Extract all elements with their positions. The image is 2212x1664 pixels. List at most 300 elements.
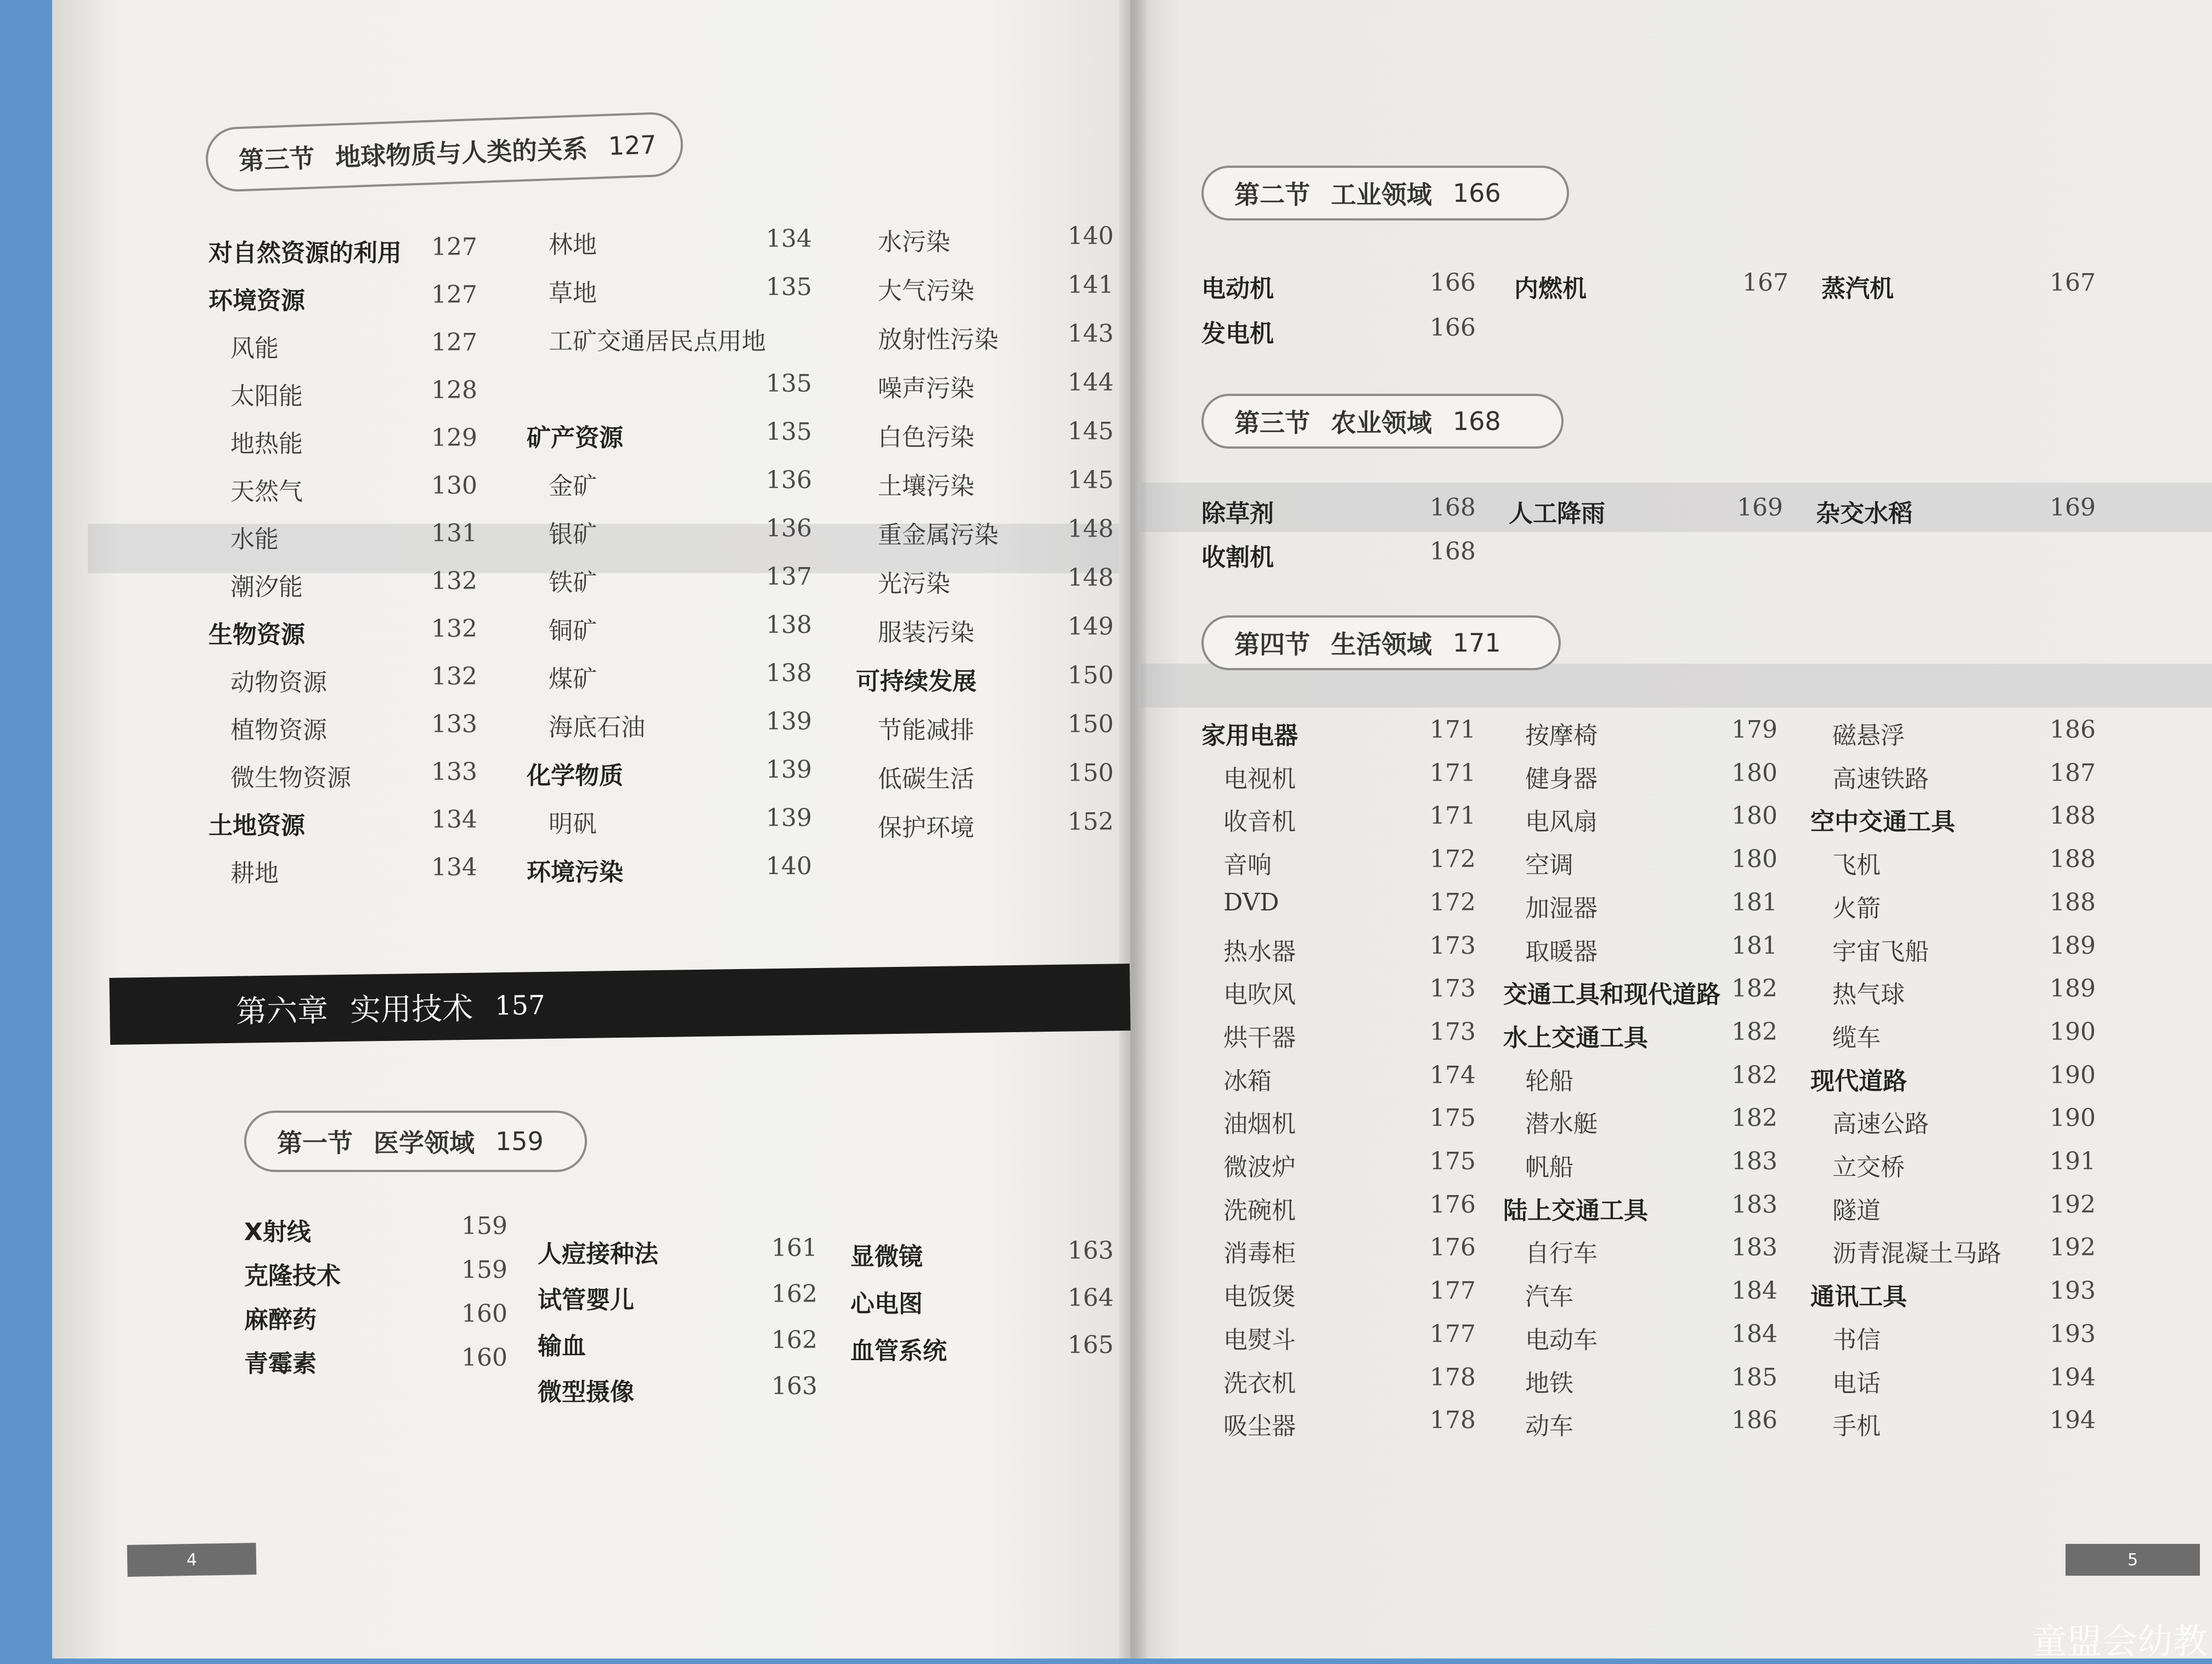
- toc-entry-page: 140: [766, 852, 812, 880]
- toc-entry: [1810, 1018, 2096, 1053]
- toc-entry-label: 电动机: [1201, 275, 1274, 303]
- toc-entry-page: 159: [461, 1212, 507, 1240]
- toc-entry-label: [527, 370, 549, 398]
- toc-entry-page: 180: [1731, 759, 1778, 787]
- toc-entry: [1201, 716, 1476, 751]
- toc-entry-label: 电话: [1832, 1369, 1881, 1397]
- toc-entry-label: 冰箱: [1223, 1067, 1272, 1095]
- toc-entry-page: 164: [1068, 1284, 1114, 1312]
- toc-entry: [1810, 1363, 2096, 1399]
- toc-entry: [527, 370, 812, 398]
- toc-entry-label: 潜水艇: [1525, 1110, 1598, 1139]
- toc-entry-label: 铜矿: [549, 617, 597, 645]
- toc-entry-page: 139: [766, 756, 812, 784]
- toc-entry-page: 173: [1430, 975, 1476, 1003]
- toc-entry: [856, 661, 1114, 697]
- toc-entry: [1503, 845, 1778, 880]
- toc-entry-page: 185: [1731, 1363, 1778, 1391]
- toc-entry-label: 内燃机: [1514, 275, 1587, 303]
- toc-entry-page: 192: [2050, 1233, 2096, 1262]
- toc-entry-label: 对自然资源的利用: [208, 239, 402, 267]
- toc-entry: [856, 710, 1114, 745]
- toc-entry-label: 心电图: [850, 1290, 923, 1318]
- toc-entry: [1503, 1191, 1778, 1226]
- section-page: 171: [1453, 628, 1501, 658]
- toc-entry-label: 微型摄像: [538, 1378, 634, 1406]
- toc-entry-page: 140: [1068, 222, 1114, 250]
- toc-entry: [1503, 1018, 1778, 1053]
- toc-entry-page: 178: [1430, 1406, 1476, 1435]
- toc-entry-label: 铁矿: [549, 569, 597, 597]
- toc-entry: [1503, 1233, 1778, 1269]
- toc-entry: [208, 567, 477, 602]
- toc-entry-label: 生物资源: [208, 621, 305, 649]
- toc-entry-label: 按摩椅: [1525, 722, 1598, 750]
- toc-entry: [856, 417, 1114, 452]
- toc-entry-label: 沥青混凝土马路: [1832, 1239, 2001, 1268]
- toc-entry: [1503, 1061, 1778, 1096]
- toc-entry: [527, 852, 812, 887]
- toc-entry-label: 缆车: [1832, 1023, 1881, 1052]
- toc-entry: [1503, 759, 1778, 794]
- toc-entry-label: 电动车: [1525, 1326, 1598, 1354]
- toc-entry-page: 173: [1430, 1017, 1476, 1046]
- toc-entry-page: 150: [1068, 661, 1114, 689]
- toc-entry-label: 火箭: [1832, 894, 1881, 922]
- toc-entry-page: 171: [1430, 802, 1476, 830]
- toc-entry-label: 噪声污染: [878, 375, 974, 403]
- toc-entry: [208, 806, 477, 841]
- toc-entry-label: 土壤污染: [878, 472, 974, 500]
- toc-entry-page: 189: [2050, 931, 2096, 960]
- toc-entry-page: 132: [431, 615, 477, 643]
- toc-entry: [1201, 888, 1476, 916]
- toc-entry-label: 银矿: [549, 520, 597, 548]
- toc-entry: [1503, 802, 1778, 837]
- toc-entry: [538, 1234, 817, 1269]
- toc-entry-page: 176: [1430, 1190, 1476, 1219]
- toc-entry-page: 177: [1430, 1320, 1476, 1348]
- toc-entry-page: 133: [431, 758, 477, 786]
- toc-entry-page: 137: [766, 563, 812, 591]
- toc-entry-label: 帆船: [1525, 1153, 1573, 1181]
- toc-entry-label: 工矿交通居民点用地: [549, 327, 766, 355]
- toc-entry: [856, 320, 1114, 355]
- toc-entry-page: 127: [431, 329, 477, 356]
- toc-entry-page: 133: [431, 710, 477, 738]
- toc-entry-page: 139: [766, 804, 812, 832]
- toc-entry-page: 128: [431, 376, 477, 404]
- toc-entry-page: 175: [1430, 1104, 1476, 1133]
- toc-entry-label: 环境污染: [527, 858, 623, 886]
- toc-entry-page: 134: [431, 806, 477, 834]
- toc-entry-page: 194: [2050, 1406, 2096, 1435]
- toc-entry: [1503, 1320, 1778, 1355]
- toc-entry-label: 宇宙飞船: [1832, 937, 1929, 966]
- toc-entry-label: 健身器: [1525, 765, 1598, 793]
- toc-entry-page: 181: [1731, 931, 1778, 960]
- toc-entry-label: 光污染: [878, 570, 950, 598]
- toc-entry-label: 家用电器: [1201, 722, 1298, 750]
- toc-entry-label: 音响: [1223, 851, 1272, 880]
- toc-entry-page: 183: [1731, 1233, 1778, 1262]
- toc-entry-label: 试管婴儿: [538, 1286, 634, 1314]
- toc-entry: [538, 1326, 817, 1361]
- section-title: 医学领域: [374, 1128, 475, 1158]
- toc-entry: [208, 663, 477, 698]
- toc-entry-label: 洗碗机: [1223, 1196, 1296, 1225]
- toc-entry-label: 低碳生活: [878, 765, 974, 793]
- toc-entry-label: 潮汐能: [230, 573, 303, 601]
- toc-entry-page: 172: [1430, 888, 1476, 916]
- toc-entry-label: 水上交通工具: [1503, 1023, 1648, 1052]
- toc-entry-page: 138: [766, 611, 812, 639]
- toc-entry-label: 杂交水稻: [1816, 500, 1912, 528]
- toc-entry-page: 180: [1731, 802, 1778, 830]
- toc-entry-page: 173: [1430, 931, 1476, 960]
- toc-entry: [1201, 1018, 1476, 1053]
- toc-entry-label: 飞机: [1832, 851, 1881, 880]
- toc-entry: [1810, 888, 2096, 924]
- book-gutter: [1119, 0, 1147, 1659]
- toc-entry-label: 煤矿: [549, 665, 597, 693]
- toc-entry-label: 放射性污染: [878, 326, 998, 354]
- toc-entry: [538, 1280, 817, 1315]
- toc-entry-label: 明矾: [549, 810, 597, 838]
- chapter-title: 实用技术: [349, 991, 473, 1028]
- toc-entry: [208, 519, 477, 554]
- section-label: 第三节: [1234, 408, 1310, 438]
- toc-entry-label: 动物资源: [230, 669, 327, 697]
- toc-entry-label: 交通工具和现代道路: [1503, 981, 1720, 1009]
- toc-entry-page: 187: [2050, 759, 2096, 787]
- toc-entry-label: 矿产资源: [527, 424, 623, 452]
- toc-entry-page: 184: [1731, 1277, 1778, 1305]
- toc-entry-page: 135: [766, 370, 812, 398]
- section-title: 生活领域: [1331, 630, 1432, 659]
- toc-entry-page: 129: [431, 424, 477, 452]
- toc-entry: [1810, 932, 2096, 967]
- toc-entry-page: 141: [1068, 271, 1114, 299]
- toc-entry: [856, 759, 1114, 794]
- toc-entry: [1503, 1104, 1778, 1139]
- toc-entry-label: 电饭煲: [1223, 1283, 1296, 1311]
- toc-entry: [1201, 494, 1476, 529]
- toc-entry-label: 金矿: [549, 472, 597, 500]
- toc-entry-page: 136: [766, 514, 812, 542]
- toc-entry-page: 127: [431, 281, 477, 309]
- toc-entry-label: 地热能: [230, 430, 303, 458]
- toc-entry: [1810, 1147, 2096, 1182]
- section-title: 工业领域: [1331, 180, 1432, 210]
- section-label: 第二节: [1234, 180, 1310, 210]
- toc-entry: [1201, 1104, 1476, 1139]
- toc-entry-label: 高速公路: [1832, 1110, 1929, 1139]
- toc-entry: [1810, 1191, 2096, 1226]
- toc-entry-page: 165: [1068, 1331, 1114, 1359]
- toc-entry: [1201, 932, 1476, 967]
- toc-entry-page: 177: [1430, 1277, 1476, 1305]
- toc-entry-page: 190: [2050, 1104, 2096, 1133]
- toc-entry-label: 除草剂: [1201, 500, 1274, 528]
- toc-entry: [1810, 845, 2096, 880]
- toc-entry: [527, 321, 812, 356]
- toc-entry-label: 显微镜: [850, 1243, 923, 1271]
- toc-entry-label: 太阳能: [230, 382, 303, 410]
- toc-entry: [1810, 975, 2096, 1010]
- toc-entry: [1514, 269, 1788, 304]
- toc-entry-page: 166: [1430, 314, 1476, 342]
- toc-entry-label: 克隆技术: [244, 1262, 341, 1290]
- toc-entry: [527, 708, 812, 743]
- toc-entry: [244, 1344, 507, 1379]
- toc-entry: [1201, 1363, 1476, 1399]
- toc-entry-page: 130: [431, 472, 477, 500]
- toc-entry: [1201, 1277, 1476, 1312]
- toc-entry: [1821, 269, 2096, 304]
- toc-entry-label: 植物资源: [230, 716, 327, 744]
- toc-entry-page: 188: [2050, 845, 2096, 874]
- toc-entry: [208, 329, 477, 364]
- toc-entry: [527, 756, 812, 791]
- toc-entry: [1201, 537, 1476, 573]
- toc-entry-page: 182: [1731, 975, 1778, 1003]
- toc-entry: [1810, 1406, 2096, 1441]
- toc-entry: [850, 1284, 1114, 1319]
- toc-entry-page: 186: [2050, 716, 2096, 744]
- toc-entry-label: 立交桥: [1832, 1153, 1905, 1181]
- toc-entry: [850, 1331, 1114, 1366]
- toc-entry-page: 150: [1068, 710, 1114, 738]
- toc-entry-page: 188: [2050, 888, 2096, 916]
- toc-entry: [1810, 802, 2096, 837]
- toc-entry-label: 青霉素: [244, 1350, 317, 1378]
- section-heading-industry: [1201, 166, 1569, 220]
- toc-entry-label: 水能: [230, 525, 279, 553]
- toc-entry: [527, 514, 812, 550]
- toc-entry: [538, 1372, 817, 1407]
- chapter-label: 第六章: [235, 993, 329, 1030]
- toc-entry-page: 145: [1068, 466, 1114, 494]
- toc-entry-label: 烘干器: [1223, 1023, 1296, 1052]
- toc-entry-page: 163: [1068, 1237, 1114, 1265]
- toc-entry-label: 隧道: [1832, 1196, 1881, 1225]
- toc-entry-label: DVD: [1223, 888, 1279, 916]
- toc-entry: [856, 808, 1114, 843]
- toc-entry: [856, 369, 1114, 404]
- toc-entry: [527, 273, 812, 308]
- toc-entry-label: 消毒柜: [1223, 1239, 1296, 1268]
- page-number-right: 5: [2066, 1544, 2200, 1576]
- toc-entry: [1810, 1104, 2096, 1139]
- toc-entry: [1503, 1363, 1778, 1399]
- toc-entry-label: 微波炉: [1223, 1153, 1296, 1181]
- toc-entry-label: 通讯工具: [1810, 1283, 1907, 1311]
- toc-entry-label: 草地: [549, 279, 597, 307]
- toc-entry: [1201, 845, 1476, 880]
- toc-entry: [1503, 1147, 1778, 1182]
- toc-entry-label: 轮船: [1525, 1067, 1573, 1095]
- toc-entry: [1201, 759, 1476, 794]
- toc-entry-page: 162: [771, 1326, 817, 1354]
- toc-entry-page: 134: [766, 225, 812, 253]
- toc-entry-label: 空中交通工具: [1810, 808, 1955, 836]
- toc-entry-page: 132: [431, 567, 477, 595]
- toc-entry-page: 134: [431, 853, 477, 881]
- section-heading-medical: [244, 1111, 587, 1172]
- toc-entry-page: 160: [461, 1300, 507, 1328]
- toc-entry-page: 176: [1430, 1233, 1476, 1262]
- toc-entry-page: 189: [2050, 975, 2096, 1003]
- toc-entry-page: 190: [2050, 1017, 2096, 1046]
- toc-entry-page: 182: [1731, 1104, 1778, 1133]
- toc-entry-label: 麻醉药: [244, 1306, 317, 1334]
- toc-entry: [208, 376, 477, 411]
- toc-entry-page: 190: [2050, 1061, 2096, 1089]
- toc-entry: [1201, 802, 1476, 837]
- toc-entry: [208, 281, 477, 316]
- toc-entry-label: 书信: [1832, 1326, 1881, 1354]
- toc-entry-label: 海底石油: [549, 714, 645, 742]
- toc-entry-label: 收割机: [1201, 544, 1274, 571]
- toc-entry-page: 127: [431, 233, 477, 261]
- toc-entry: [208, 710, 477, 745]
- toc-entry-label: 可持续发展: [856, 667, 977, 695]
- toc-entry: [208, 233, 477, 268]
- toc-entry-page: 174: [1430, 1061, 1476, 1089]
- toc-entry-page: 182: [1731, 1061, 1778, 1089]
- toc-entry: [244, 1300, 507, 1335]
- toc-entry-label: 水污染: [878, 228, 950, 256]
- toc-entry: [1201, 314, 1476, 349]
- toc-entry-label: 地铁: [1525, 1369, 1573, 1397]
- toc-entry-page: 152: [1068, 808, 1114, 836]
- toc-entry-page: 148: [1068, 564, 1114, 592]
- toc-entry-label: 输血: [538, 1332, 586, 1360]
- toc-entry: [1201, 269, 1476, 304]
- section-title: 地球物质与人类的关系: [335, 133, 588, 172]
- toc-entry-label: 磁悬浮: [1832, 722, 1905, 750]
- toc-entry-page: 135: [766, 418, 812, 446]
- section-page: 159: [495, 1127, 544, 1156]
- toc-entry-page: 167: [1742, 269, 1788, 297]
- toc-entry: [1810, 1061, 2096, 1096]
- toc-entry-page: 179: [1731, 716, 1778, 744]
- section-heading-agriculture: [1201, 394, 1564, 449]
- toc-entry-label: 林地: [549, 231, 597, 259]
- toc-entry-label: 汽车: [1525, 1283, 1573, 1311]
- section-title: 农业领域: [1331, 408, 1432, 438]
- toc-entry-page: 168: [1430, 494, 1476, 522]
- toc-entry: [850, 1237, 1114, 1272]
- toc-entry: [1810, 716, 2096, 751]
- toc-entry: [208, 424, 477, 459]
- toc-entry-label: 洗衣机: [1223, 1369, 1296, 1397]
- toc-entry: [1503, 888, 1778, 924]
- toc-entry-page: 150: [1068, 759, 1114, 787]
- toc-entry-label: 服装污染: [878, 619, 974, 647]
- toc-entry: [527, 225, 812, 260]
- page-number-left: 4: [127, 1543, 257, 1577]
- toc-entry: [1503, 932, 1778, 967]
- toc-entry-page: 162: [771, 1280, 817, 1308]
- toc-entry: [1810, 1320, 2096, 1355]
- toc-entry-page: 186: [1731, 1406, 1778, 1435]
- toc-entry: [208, 853, 477, 888]
- section-label: 第三节: [238, 143, 315, 176]
- toc-entry-label: 现代道路: [1810, 1067, 1907, 1095]
- toc-entry-label: 环境资源: [208, 287, 305, 315]
- toc-entry-page: 184: [1731, 1320, 1778, 1348]
- toc-entry-page: 192: [2050, 1190, 2096, 1219]
- toc-entry-page: 161: [771, 1234, 817, 1262]
- toc-entry-page: 160: [461, 1344, 507, 1372]
- toc-entry: [527, 563, 812, 598]
- toc-entry: [527, 611, 812, 646]
- toc-entry: [856, 613, 1114, 648]
- toc-entry: [1810, 759, 2096, 794]
- toc-entry-label: 电视机: [1223, 765, 1296, 793]
- toc-entry-label: 收音机: [1223, 808, 1296, 836]
- toc-entry-label: 大气污染: [878, 277, 974, 305]
- section-page: 168: [1453, 406, 1501, 436]
- toc-entry-label: 耕地: [230, 859, 279, 887]
- toc-entry: [527, 466, 812, 501]
- toc-entry-page: 135: [766, 273, 812, 301]
- toc-entry-page: 169: [2050, 494, 2096, 522]
- toc-entry-page: 149: [1068, 613, 1114, 641]
- toc-entry-page: 139: [766, 708, 812, 735]
- toc-entry: [1201, 1406, 1476, 1441]
- toc-entry-page: 159: [461, 1256, 507, 1284]
- chapter-heading-practical-tech: [109, 964, 1131, 1045]
- toc-entry: [208, 472, 477, 507]
- toc-entry-label: 空调: [1525, 851, 1573, 880]
- toc-entry-page: 167: [2050, 269, 2096, 297]
- toc-entry-label: 电吹风: [1223, 981, 1296, 1009]
- toc-entry: [1810, 1233, 2096, 1269]
- toc-entry-label: 微生物资源: [230, 764, 351, 792]
- toc-entry: [527, 418, 812, 453]
- toc-entry-label: 人工降雨: [1509, 500, 1605, 528]
- toc-entry-page: 175: [1430, 1147, 1476, 1175]
- toc-entry-label: 电风扇: [1525, 808, 1598, 836]
- toc-entry-page: 180: [1731, 845, 1778, 874]
- toc-entry: [1503, 716, 1778, 751]
- toc-entry-label: 天然气: [230, 478, 303, 506]
- toc-entry: [856, 564, 1114, 599]
- toc-entry: [856, 466, 1114, 501]
- toc-entry-label: 手机: [1832, 1412, 1881, 1441]
- toc-entry-label: 保护环境: [878, 814, 974, 842]
- toc-entry: [1201, 1320, 1476, 1355]
- toc-entry: [1509, 494, 1783, 529]
- toc-entry-page: 191: [2050, 1147, 2096, 1175]
- toc-entry-page: 169: [1737, 494, 1783, 522]
- toc-entry: [1201, 1147, 1476, 1182]
- toc-entry: [1201, 975, 1476, 1010]
- toc-entry-page: 138: [766, 659, 812, 687]
- toc-entry-label: 电熨斗: [1223, 1326, 1296, 1354]
- shadow-band: [1141, 664, 2212, 708]
- toc-entry: [1816, 494, 2096, 529]
- toc-entry-page: 132: [431, 663, 477, 690]
- toc-entry-label: 人痘接种法: [538, 1240, 658, 1268]
- toc-entry: [1201, 1191, 1476, 1226]
- toc-entry-label: 白色污染: [878, 423, 974, 451]
- toc-entry-label: 吸尘器: [1223, 1412, 1296, 1441]
- chapter-page: 157: [494, 989, 546, 1022]
